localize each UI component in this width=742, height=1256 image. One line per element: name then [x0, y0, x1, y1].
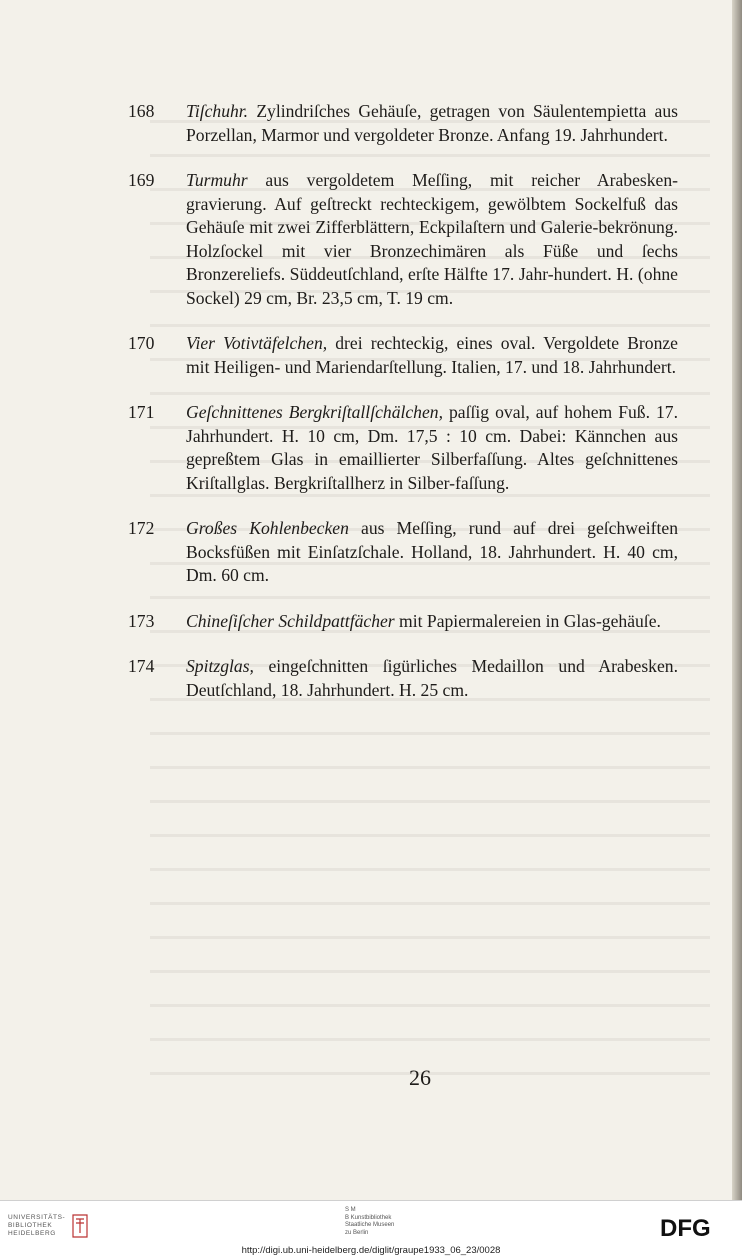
catalog-entry-171 — [128, 401, 678, 495]
entry-title: Tiſchuhr. — [186, 101, 249, 121]
entry-number: 171 — [128, 402, 155, 422]
entry-text: aus vergoldetem Meſſing, mit reicher Arabesken-gravierung. Auf geſtreckt rechteckigem, gewölbtem Sockelfuß das Gehäuſe mit zwei Zifferblättern, Eckpilaſtern und Galerie-bekrönung. Holzſockel mit vier Bronzechimären als Füße und ſechs Bronzereliefs. Süddeutſchland, erſte Hälfte 17. Jahr-hundert. H. (ohne Sockel) 29 cm, Br. 23,5 cm, T. 19 cm. — [186, 170, 678, 308]
entry-text: aus Meſſing, rund auf drei geſchweiften Bocksfüßen mit Einſatzſchale. Holland, 18. Jahrhundert. H. 40 cm, Dm. 60 cm. — [186, 518, 678, 585]
kunstbibliothek-credit: S M B Kunstbibliothek Staatliche Museen zu Berlin — [345, 1207, 395, 1236]
catalog-entry-174 — [128, 655, 678, 702]
catalog-entry-172 — [128, 517, 678, 588]
entry-number: 169 — [128, 170, 155, 190]
library-seal-icon — [71, 1213, 89, 1239]
entry-title: Spitzglas, — [186, 656, 254, 676]
catalog-entry-168 — [128, 100, 678, 147]
entry-title: Geſchnittenes Bergkriſtallſchälchen, — [186, 402, 443, 422]
catalog-entry-169 — [128, 169, 678, 310]
entry-number: 173 — [128, 610, 155, 631]
page-edge-shadow — [732, 0, 742, 1200]
entry-title: Chineſiſcher Schildpattfächer — [186, 610, 395, 631]
entry-number: 168 — [128, 101, 155, 121]
page-number: 26 — [409, 1065, 431, 1090]
svg-text:DFG: DFG — [660, 1215, 711, 1239]
entry-title: Vier Votivtäfelchen, — [186, 333, 328, 353]
entry-text: Zylindriſches Gehäuſe, getragen von Säulentempietta aus Porzellan, Marmor und vergoldeter Bronze. Anfang 19. Jahrhundert. — [186, 101, 678, 145]
heidelberg-library-logo[interactable] — [8, 1213, 89, 1239]
entry-text: mit Papiermalereien in Glas-gehäuſe. — [394, 610, 661, 631]
entry-text: paſſig oval, auf hohem Fuß. 17. Jahrhundert. H. 10 cm, Dm. 17,5 : 10 cm. Dabei: Kännchen aus gepreßtem Glas in emaillierter Silberfaſſung. Altes geſchnittenes Kriſtallglas. Bergkriſtallherz in Silber-faſſung. — [186, 402, 678, 493]
digitization-footer — [0, 1200, 742, 1256]
catalog-entries — [128, 100, 678, 724]
entry-text: drei rechteckig, eines oval. Vergoldete Bronze mit Heiligen- und Mariendarſtellung. Italien, 17. und 18. Jahrhundert. — [186, 333, 678, 377]
catalog-entry-170 — [128, 332, 678, 379]
entry-text: eingeſchnitten ſigürliches Medaillon und Arabesken. Deutſchland, 18. Jahrhundert. H. 25 cm. — [186, 656, 678, 700]
entry-title: Großes Kohlenbecken — [186, 518, 349, 538]
entry-title: Turmuhr — [186, 170, 248, 190]
entry-number: 172 — [128, 518, 155, 538]
dfg-logo[interactable] — [660, 1215, 732, 1239]
catalog-entry-173 — [128, 610, 678, 634]
source-url-link[interactable]: http://digi.ub.uni-heidelberg.de/diglit/graupe1933_06_23/0028 — [241, 1245, 501, 1256]
entry-number: 170 — [128, 333, 155, 353]
entry-number: 174 — [128, 656, 155, 676]
library-name: UNIVERSITÄTS- BIBLIOTHEK HEIDELBERG — [8, 1214, 66, 1237]
